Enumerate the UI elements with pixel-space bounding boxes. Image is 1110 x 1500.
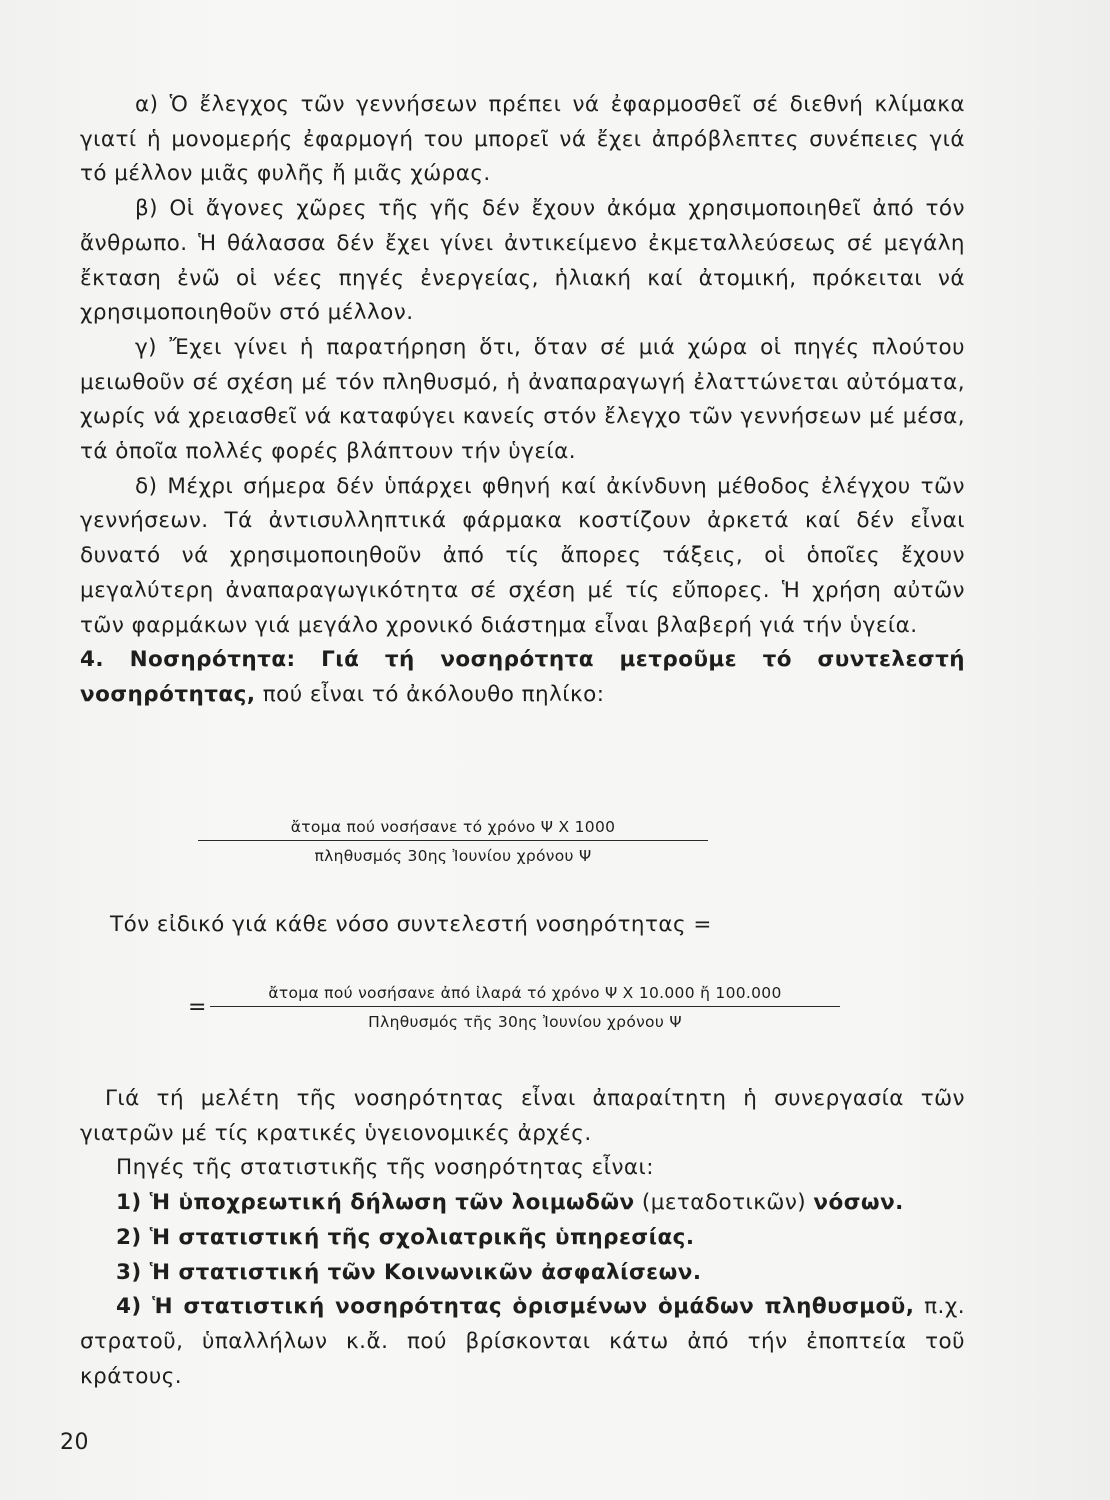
formula2-equals: = [188,995,207,1020]
formula-specific-rate [210,984,840,1031]
source-item-4 [80,1290,965,1394]
main-text-top [80,88,965,713]
source-4-bold: 4) Ἡ στατιστική νοσηρότητας ὁρισμένων ὁμάδων πληθυσμοῦ, [116,1294,915,1320]
formula2-numerator: ἄτομα πού νοσήσανε ἀπό ἰλαρά τό χρόνο Ψ Χ 10.000 ἤ 100.000 [268,984,782,1002]
formula1-numerator: ἄτομα πού νοσήσανε τό χρόνο Ψ Χ 1000 [290,818,616,836]
source-3-bold: 3) Ἡ στατιστική τῶν Κοινωνικῶν ἀσφαλίσεων. [116,1259,702,1285]
paragraph-c: γ) Ἔχει γίνει ἡ παρατήρηση ὅτι, ὅταν σέ μιά χώρα οἱ πηγές πλούτου μειωθοῦν σέ σχέση μέ τόν πληθυσμό, ἡ ἀναπαραγωγή ἐλαττώνεται αὐτόματα, χωρίς νά χρειασθεῖ νά καταφύγει κανείς στόν ἔλεγχο τῶν γεννήσεων μέ μέσα, τά ὁποῖα πολλές φορές βλάπτουν τήν ὑγεία. [80,334,965,465]
source-item-2 [80,1221,965,1256]
source-item-1 [80,1186,965,1221]
section-4-rest: πού εἶναι τό ἀκόλουθο πηλίκο: [255,681,605,707]
paragraph-b: β) Οἱ ἄγονες χῶρες τῆς γῆς δέν ἔχουν ἀκόμα χρησιμοποιηθεῖ ἀπό τόν ἄνθρωπο. Ἡ θάλασσα δέν ἔχει γίνει ἀντικείμενο ἐκμεταλλεύσεως σέ μεγάλη ἔκταση ἐνῶ οἱ νέες πηγές ἐνεργείας, ἡλιακή καί ἀτομική, πρόκειται νά χρησιμοποιηθοῦν στό μέλλον. [80,196,965,326]
formula2-fraction-bar [210,1006,840,1007]
source-item-3 [80,1256,965,1291]
sources-intro: Πηγές τῆς στατιστικῆς τῆς νοσηρότητας εἶναι: [116,1155,654,1181]
section-4-heading [80,643,965,712]
source-1-normal: (μεταδοτικῶν) [634,1190,814,1216]
formula1-fraction-bar [198,840,708,841]
paragraph-a: α) Ὁ ἔλεγχος τῶν γεννήσεων πρέπει νά ἐφαρμοσθεῖ σέ διεθνή κλίμακα γιατί ἡ μονομερής ἐφαρμογή του μπορεῖ νά ἔχει ἀπρόβλεπτες συνέπειες γιά τό μέλλον μιᾶς φυλῆς ἤ μιᾶς χώρας. [80,92,965,187]
page-number: 20 [60,1430,89,1455]
formula-morbidity-rate [198,818,708,865]
main-text-bottom [80,1082,965,1394]
source-4-normal: π.χ. στρατοῦ, ὑπαλλήλων κ.ἄ. πού βρίσκονται κάτω ἀπό τήν ἐποπτεία τοῦ κράτους. [80,1294,965,1389]
formula2-denominator: Πληθυσμός τῆς 30ης Ἰουνίου χρόνου Ψ [368,1013,682,1031]
cooperation-paragraph: Γιά τή μελέτη τῆς νοσηρότητας εἶναι ἀπαραίτητη ἡ συνεργασία τῶν γιατρῶν μέ τίς κρατικές ὑγειονομικές ἀρχές. [80,1086,965,1146]
source-1-bold: 1) Ἡ ὑποχρεωτική δήλωση τῶν λοιμωδῶν [116,1190,635,1216]
section-4-bold: 4. Νοσηρότητα: Γιά τή νοσηρότητα μετροῦμε τό συντελεστή νοσηρότητας, [80,647,965,707]
formula1-denominator: πληθυσμός 30ης Ἰουνίου χρόνου Ψ [314,847,592,865]
source-2-bold: 2) Ἡ στατιστική τῆς σχολιατρικῆς ὑπηρεσίας. [116,1224,695,1250]
specific-rate-text: Τόν εἰδικό γιά κάθε νόσο συντελεστή νοσηρότητας = [110,912,712,937]
paragraph-d: δ) Μέχρι σήμερα δέν ὑπάρχει φθηνή καί ἀκίνδυνη μέθοδος ἐλέγχου τῶν γεννήσεων. Τά ἀντισυλληπτικά φάρμακα κοστίζουν ἀρκετά καί δέν εἶναι δυνατό νά χρησιμοποιηθοῦν ἀπό τίς ἄπορες τάξεις, οἱ ὁποῖες ἔχουν μεγαλύτερη ἀναπαραγωγικότητα σέ σχέση μέ τίς εὔπορες. Ἡ χρήση αὐτῶν τῶν φαρμάκων γιά μεγάλο χρονικό διάστημα εἶναι βλαβερή γιά τήν ὑγεία. [80,473,965,638]
source-1-bold2: νόσων. [813,1190,904,1216]
